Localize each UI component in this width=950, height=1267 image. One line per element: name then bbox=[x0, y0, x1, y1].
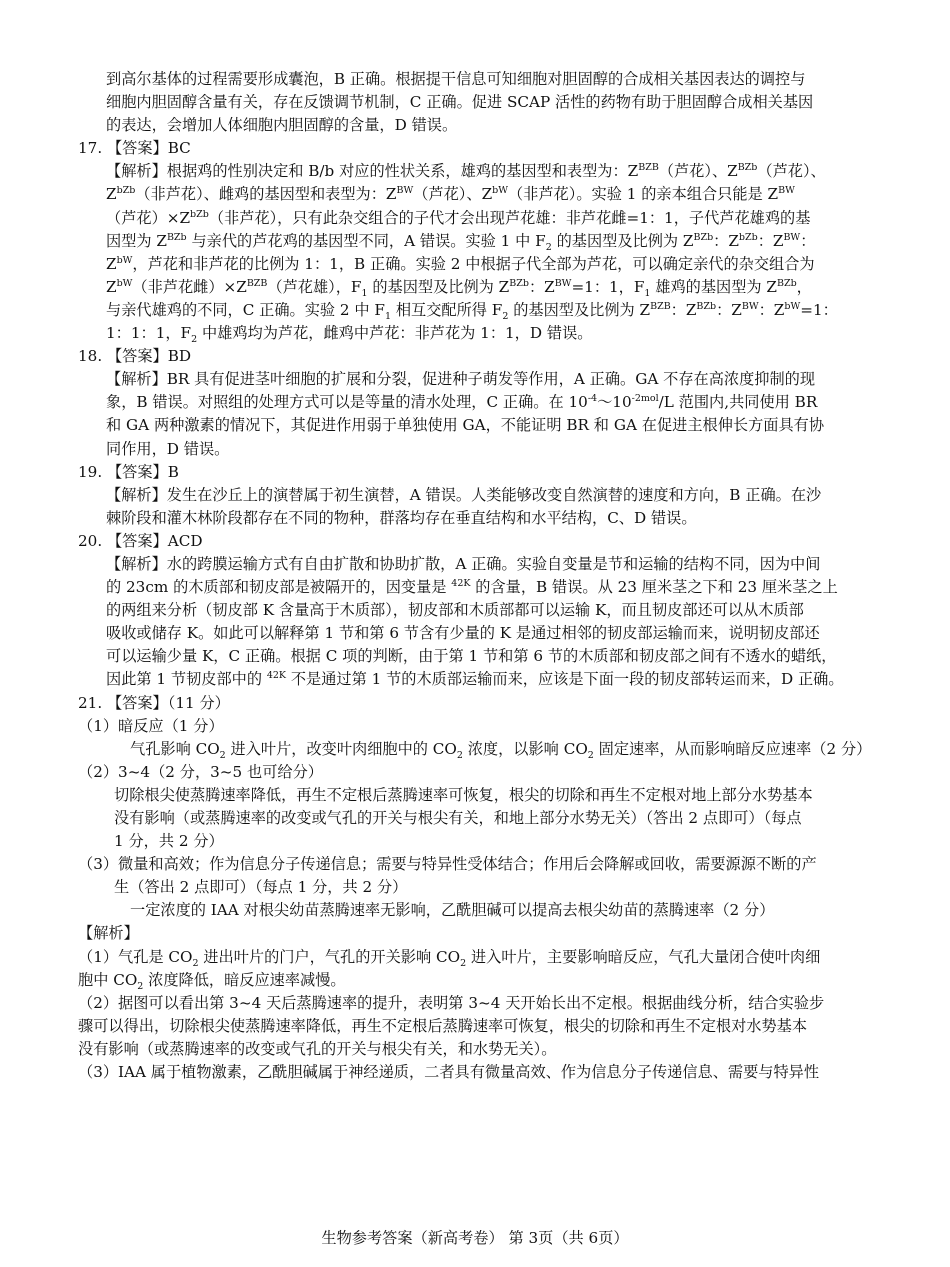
text-line: 与亲代雄鸡的不同，C 正确。实验 2 中 $F_1$ 相互交配所得 $F_2$ 的基因型及比例为 $Z^{BZB}$：$Z^{BZb}$：$Z^{BW}$：$Z^{bW}=1$： bbox=[106, 300, 838, 322]
text-line: （3）微量和高效；作为信息分子传递信息；需要与特异性受体结合；作用后会降解或回收，需要源源不断的产 bbox=[78, 855, 817, 874]
text-line: 生（答出 2 点即可）（每点 1 分，共 2 分） bbox=[114, 878, 408, 897]
text-line: 21. 【答案】（11 分） bbox=[78, 693, 230, 712]
text-line: 骤可以得出，切除根尖使蒸腾速率降低，再生不定根后蒸腾速率可恢复，根尖的切除和再生不定根对水势基本 bbox=[78, 1016, 807, 1035]
text-line: 细胞内胆固醇含量有关，存在反馈调节机制，C 正确。促进 SCAP 活性的药物有助于胆固醇合成相关基因 bbox=[106, 93, 814, 112]
text-line: 的 23cm 的木质部和韧皮部是被隔开的，因变量是 $^{42K}$ 的含量，B 错误。从 23 厘米茎之下和 23 厘米茎之上 bbox=[106, 578, 838, 597]
text-line: 吸收或储存 K。如此可以解释第 1 节和第 6 节含有少量的 K 是通过相邻的韧皮部运输而来，说明韧皮部还 bbox=[106, 624, 820, 643]
text-line: 和 GA 两种激素的情况下，其促进作用弱于单独使用 GA，不能证明 BR 和 GA 在促进主根伸长方面具有协 bbox=[106, 416, 825, 435]
text-line: 的两组来分析（韧皮部 K 含量高于木质部），韧皮部和木质部都可以运输 K，而且韧皮部还可以从木质部 bbox=[106, 601, 804, 620]
text-line: 19. 【答案】B bbox=[78, 462, 179, 481]
text-line: 到高尔基体的过程需要形成囊泡，B 正确。根据提干信息可知细胞对胆固醇的合成相关基因表达的调控与 bbox=[106, 70, 806, 88]
text-line: 可以运输少量 K，C 正确。根据 C 项的判断，由于第 1 节和第 6 节的木质部和韧皮部之间有不透水的蜡纸， bbox=[106, 647, 837, 666]
text-line: 没有影响（或蒸腾速率的改变或气孔的开关与根尖有关，和水势无关）。 bbox=[78, 1039, 557, 1058]
text-line: 棘阶段和灌木林阶段都存在不同的物种，群落均存在垂直结构和水平结构，C、D 错误。 bbox=[106, 508, 697, 527]
text-line: $Z^{bZb}$（非芦花）、雌鸡的基因型和表型为：$Z^{BW}$（芦花）、$Z^{bW}$（非芦花）。实验 1 的亲本组合只能是 $Z^{BW}$ bbox=[106, 185, 795, 204]
text-line: 【解析】水的跨膜运输方式有自由扩散和协助扩散，A 正确。实验自变量是节和运输的结构不同，因为中间 bbox=[106, 554, 821, 573]
text-line: 切除根尖使蒸腾速率降低，再生不定根后蒸腾速率可恢复，根尖的切除和再生不定根对地上部分水势基本 bbox=[114, 785, 813, 804]
text-line: （1）气孔是 $CO_2$ 进出叶片的门户，气孔的开关影响 $CO_2$ 进入叶片，主要影响暗反应，气孔大量闭合使叶肉细 bbox=[78, 947, 821, 969]
text-line: 因此第 1 节韧皮部中的 $^{42K}$ 不是通过第 1 节的木质部运输而来，应该是下面一段的韧皮部转运而来，D 正确。 bbox=[106, 670, 844, 689]
text-line: 【解析】根据鸡的性别决定和 B/b 对应的性状关系，雄鸡的基因型和表型为：$Z^{BZB}$（芦花）、$Z^{BZb}$（芦花）、 bbox=[106, 162, 826, 181]
text-line: （2）据图可以看出第 3~4 天后蒸腾速率的提升，表明第 3~4 天开始长出不定根。根据曲线分析，结合实验步 bbox=[78, 993, 825, 1012]
text-line: 因型为 $Z^{BZb}$ 与亲代的芦花鸡的基因型不同，A 错误。实验 1 中 $F_2$ 的基因型及比例为 $Z^{BZb}$：$Z^{bZb}$：$Z^{BW}$： bbox=[106, 231, 816, 253]
text-line: 20. 【答案】ACD bbox=[78, 531, 203, 550]
text-line: $Z^{bW}$（非芦花雌）$\times Z^{BZB}$（芦花雄），$F_1$ 的基因型及比例为 $Z^{BZb}$：$Z^{BW}=1$：1，$F_1$ 雄鸡的基因型为 $Z^{BZb}$， bbox=[106, 277, 812, 299]
text-line: 【解析】发生在沙丘上的演替属于初生演替，A 错误。人类能够改变自然演替的速度和方向，B 正确。在沙 bbox=[106, 485, 822, 504]
text-line: 没有影响（或蒸腾速率的改变或气孔的开关与根尖有关，和地上部分水势无关）（答出 2 点即可）（每点 bbox=[114, 809, 802, 827]
text-line: （2）3~4（2 分，3~5 也可给分） bbox=[78, 762, 323, 781]
page-footer: 生物参考答案（新高考卷） 第 3页（共 6页） bbox=[321, 1229, 629, 1247]
text-line: 同作用，D 错误。 bbox=[106, 439, 230, 458]
text-line: 1 分，共 2 分） bbox=[114, 832, 224, 851]
text-line: 一定浓度的 IAA 对根尖幼苗蒸腾速率无影响，乙酰胆碱可以提高去根尖幼苗的蒸腾速率（2 分） bbox=[130, 901, 775, 920]
text-line: $Z^{bW}$，芦花和非芦花的比例为 1：1，B 正确。实验 2 中根据子代全部为芦花，可以确定亲代的杂交组合为 bbox=[106, 254, 815, 273]
text-line: 的表达，会增加人体细胞内胆固醇的含量，D 错误。 bbox=[106, 116, 458, 135]
text-line: 气孔影响 $CO_2$ 进入叶片，改变叶肉细胞中的 $CO_2$ 浓度，以影响 $CO_2$ 固定速率，从而影响暗反应速率（2 分） bbox=[130, 739, 872, 761]
text-line: （1）暗反应（1 分） bbox=[78, 716, 224, 735]
text-line: 象，B 错误。对照组的处理方式可以是等量的清水处理，C 正确。在 $10^{-4}\sim 10^{-2mol}/L$ 范围内,共同使用 BR bbox=[106, 393, 818, 412]
text-line: 18. 【答案】BD bbox=[78, 347, 192, 366]
text-line: （3）IAA 属于植物激素，乙酰胆碱属于神经递质，二者具有微量高效、作为信息分子传递信息、需要与特异性 bbox=[78, 1063, 820, 1082]
document-body bbox=[78, 68, 884, 1084]
text-line: （芦花）$\times Z^{bZb}$（非芦花），只有此杂交组合的子代才会出现芦花雄：非芦花雌=1：1，子代芦花雄鸡的基 bbox=[106, 208, 811, 227]
text-line: 【解析】BR 具有促进茎叶细胞的扩展和分裂，促进种子萌发等作用，A 正确。GA 不存在高浓度抑制的现 bbox=[106, 370, 816, 389]
text-line: 【解析】 bbox=[78, 924, 139, 943]
text-line: 17. 【答案】BC bbox=[78, 139, 191, 158]
text-line: 1：1：1，$F_2$ 中雄鸡均为芦花，雌鸡中芦花：非芦花为 1：1，D 错误。 bbox=[106, 324, 593, 346]
text-line: 胞中 $CO_2$ 浓度降低，暗反应速率减慢。 bbox=[78, 970, 346, 992]
